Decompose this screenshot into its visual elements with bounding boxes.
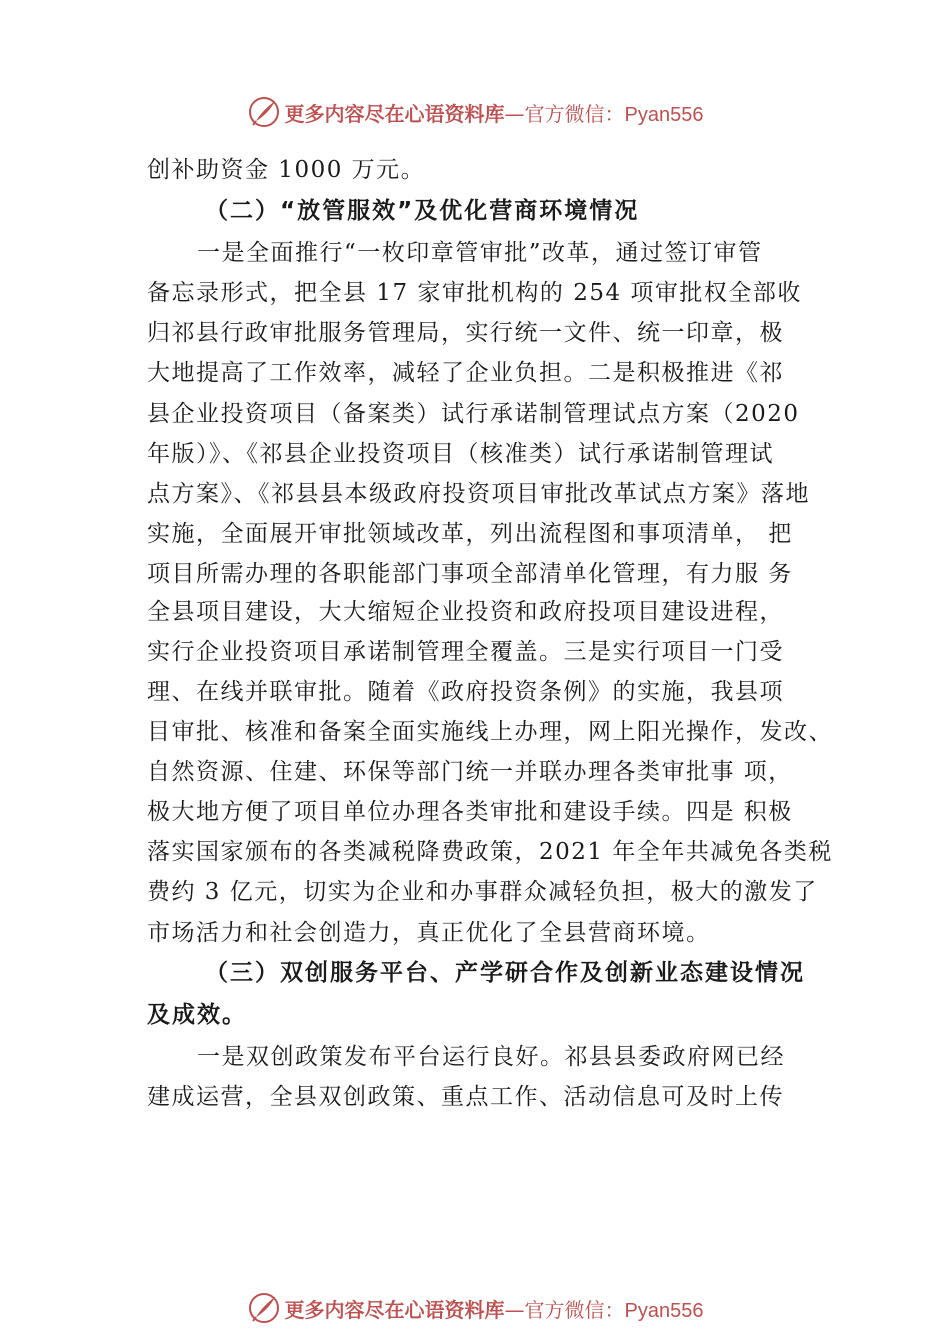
paragraph-line: 项目所需办理的各职能部门事项全部清单化管理，有力服 务	[147, 561, 793, 587]
paragraph-line: 点方案》、《祁县县本级政府投资项目审批改革试点方案》落地	[147, 481, 810, 507]
paragraph-line: 市场活力和社会创造力，真正优化了全县营商环境。	[147, 920, 711, 946]
section-heading-continuation: 及成效。	[147, 1002, 247, 1028]
paragraph-line: 一是全面推行“一枚印章管审批”改革，通过签订审管	[197, 240, 763, 266]
paragraph-line: 实行企业投资项目承诺制管理全覆盖。三是实行项目一门受	[147, 639, 784, 665]
paragraph-line: 实施，全面展开审批领域改革，列出流程图和事项清单， 把	[147, 521, 793, 547]
paragraph-line: 极大地方便了项目单位办理各类审批和建设手续。四是 积极	[147, 799, 793, 825]
watermark-text: 更多内容尽在心语资料库—官方微信：Pyan556	[284, 101, 704, 126]
paragraph-line: 费约 3 亿元，切实为企业和办事群众减轻负担，极大的激发了	[147, 879, 818, 905]
watermark-text: 更多内容尽在心语资料库—官方微信：Pyan556	[284, 1297, 704, 1322]
paragraph-line: 目审批、核准和备案全面实施线上办理，网上阳光操作，发改、	[147, 719, 833, 745]
paragraph-line: 落实国家颁布的各类减税降费政策，2021 年全年共减免各类税	[147, 839, 833, 865]
section-heading: （二）“放管服效”及优化营商环境情况	[205, 198, 640, 224]
section-heading: （三）双创服务平台、产学研合作及创新业态建设情况	[205, 960, 805, 986]
paragraph-line: 创补助资金 1000 万元。	[147, 157, 426, 183]
feather-pen-seal-icon	[247, 1291, 281, 1325]
watermark-footer	[0, 1288, 950, 1328]
paragraph-line: 备忘录形式，把全县 17 家审批机构的 254 项审批权全部收	[147, 280, 802, 306]
paragraph-line: 年版）》、《祁县企业投资项目（核准类）试行承诺制管理试	[147, 441, 774, 467]
paragraph-line: 大地提高了工作效率，减轻了企业负担。二是积极推进《祁	[147, 360, 784, 386]
paragraph-line: 县企业投资项目（备案类）试行承诺制管理试点方案（2020	[147, 401, 800, 427]
paragraph-line: 归祁县行政审批服务管理局，实行统一文件、统一印章，极	[147, 320, 784, 346]
feather-pen-seal-icon	[247, 95, 281, 129]
paragraph-line: 建成运营，全县双创政策、重点工作、活动信息可及时上传	[147, 1084, 784, 1110]
paragraph-line: 自然资源、住建、环保等部门统一并联办理各类审批事 项，	[147, 759, 793, 785]
paragraph-line: 全县项目建设，大大缩短企业投资和政府投项目建设进程，	[147, 599, 784, 625]
watermark-header	[0, 92, 950, 132]
paragraph-line: 一是双创政策发布平台运行良好。祁县县委政府网已经	[197, 1044, 785, 1070]
paragraph-line: 理、在线并联审批。随着《政府投资条例》的实施，我县项	[147, 679, 784, 705]
